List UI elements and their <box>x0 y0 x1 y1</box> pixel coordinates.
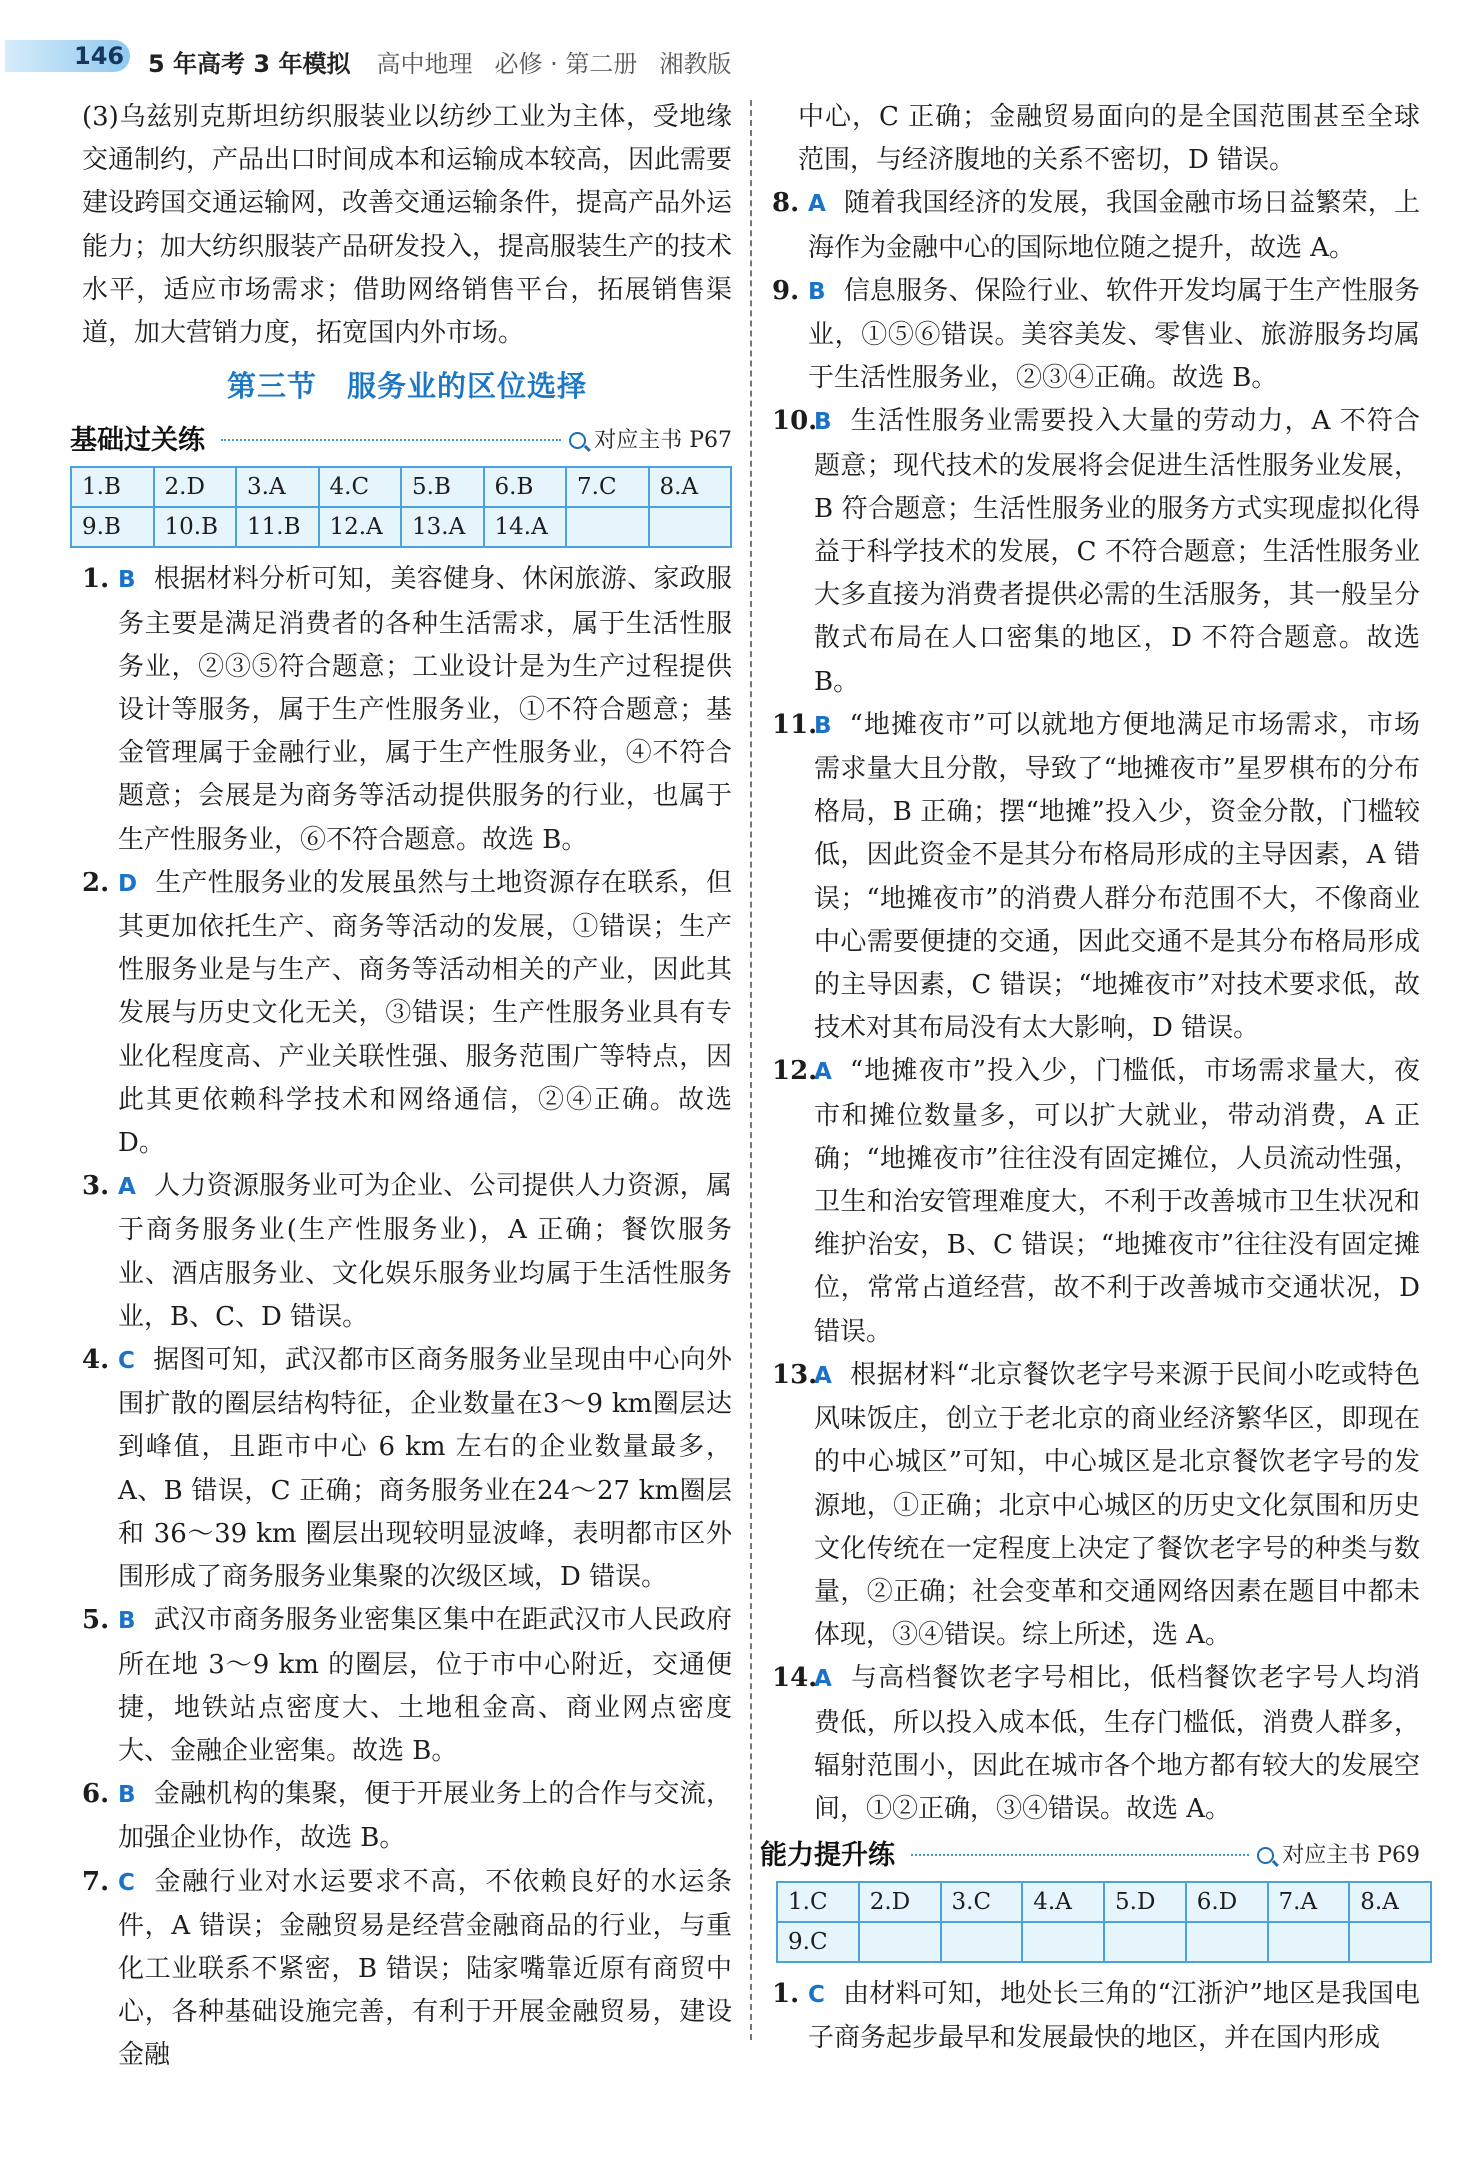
answer-cell: 7.C <box>566 467 649 507</box>
search-icon <box>1257 1847 1274 1864</box>
answer-cell: 2.D <box>154 467 237 507</box>
answer-cell: 6.B <box>484 467 567 507</box>
answer-cell: 5.B <box>401 467 484 507</box>
running-header <box>148 44 753 79</box>
basic-practice-header <box>70 420 732 460</box>
answer-cell: 4.C <box>319 467 402 507</box>
answer-cell: 3.A <box>236 467 319 507</box>
answer-item: 11. B “地摊夜市”可以就地方便地满足市场需求，市场需求量大且分散，导致了“地摊夜市”星罗棋布的分布格局，B 正确；摆“地摊”投入少，资金分散，门槛较低，因此资金不是其分布格局形成的主导因素，A 错误；“地摊夜市”的消费人群分布范围不大，不像商业中心需要便捷的交通，因此交通不是其分布格局形成的主导因素，C 错误；“地摊夜市”对技术要求低，故技术对其布局没有太大影响，D 错误。 <box>772 709 1420 1044</box>
subject: 高中地理 <box>376 50 473 78</box>
basic-practice-label: 基础过关练 <box>70 424 205 456</box>
search-icon <box>569 432 586 449</box>
answer-cell <box>1022 1922 1104 1962</box>
answer-cell: 7.A <box>1268 1882 1350 1922</box>
answer-letter: C <box>118 1869 135 1896</box>
answer-item: 1. B 根据材料分析可知，美容健身、休闲旅游、家政服务主要是满足消费者的各种生活需求，属于生活性服务业，②③⑤符合题意；工业设计是为生产过程提供设计等服务，属于生产性服务业，①不符合题意；基金管理属于金融行业，属于生产性服务业，④不符合题意；会展是为商务等活动提供服务的行业，也属于生产性服务业，⑥不符合题意。故选 B。 <box>82 564 732 855</box>
answer-cell: 3.C <box>941 1882 1023 1922</box>
answer-cell: 4.A <box>1022 1882 1104 1922</box>
answer-letter: B <box>814 712 832 739</box>
table-row <box>777 1882 1431 1922</box>
answer-cell: 2.D <box>859 1882 941 1922</box>
right-column <box>760 96 1420 2061</box>
answer-cell: 10.B <box>154 507 237 547</box>
table-row <box>777 1922 1431 1962</box>
edition: 湘教版 <box>659 50 732 78</box>
volume: 必修 · 第二册 <box>494 50 638 78</box>
answer-letter: D <box>118 870 138 897</box>
answer-cell: 6.D <box>1186 1882 1268 1922</box>
answer-item: 1. C 由材料可知，地处长三角的“江浙沪”地区是我国电子商务起步最早和发展最快的地区，并在国内形成 <box>772 1979 1420 2054</box>
answer-letter: C <box>808 1982 825 2009</box>
ability-practice-header <box>760 1835 1420 1875</box>
intro-paragraph: (3)乌兹别克斯坦纺织服装业以纺纱工业为主体，受地缘交通制约，产品出口时间成本和运输成本较高，因此需要建设跨国交通运输网，改善交通运输条件，提高产品外运能力；加大纺织服装产品研发投入，提高服装生产的技术水平，适应市场需求；借助网络销售平台，拓展销售渠道，加大营销力度，拓宽国内外市场。 <box>82 102 733 349</box>
basic-answer-table <box>70 466 732 548</box>
page-header <box>0 0 1476 110</box>
answer-cell: 9.C <box>777 1922 859 1962</box>
answer-letter: B <box>814 409 832 436</box>
answer-item: 2. D 生产性服务业的发展虽然与土地资源存在联系，但其更加依托生产、商务等活动的发展，①错误；生产性服务业是与生产、商务等活动相关的产业，因此其发展与历史文化无关，③错误；生产性服务业具有专业化程度高、产业关联性强、服务范围广等特点，因此其更依赖科学技术和网络通信，②④正确。故选 D。 <box>82 867 732 1159</box>
answer-item: 4. C 据图可知，武汉都市区商务服务业呈现由中心向外围扩散的圈层结构特征，企业数量在3～9 km圈层达到峰值，且距市中心 6 km 左右的企业数量最多，A、B 错误，C 正确；商务服务业在24～27 km圈层和 36～39 km 圈层出现较明显波峰，表明都市区外围形成了商务服务业集聚的次级区域，D 错误。 <box>82 1345 732 1593</box>
ability-answer-table <box>776 1881 1432 1963</box>
answer-letter: B <box>808 278 826 305</box>
answer-cell <box>649 507 732 547</box>
answer-item: 9. B 信息服务、保险行业、软件开发均属于生产性服务业，①⑤⑥错误。美容美发、零售业、旅游服务均属于生活性服务业，②③④正确。故选 B。 <box>772 275 1420 394</box>
answer-cell: 1.B <box>71 467 154 507</box>
answer-cell <box>1349 1922 1431 1962</box>
answer-item: 14. A 与高档餐饮老字号相比，低档餐饮老字号人均消费低，所以投入成本低，生存门槛低，消费人群多，辐射范围小，因此在城市各个地方都有较大的发展空间，①②正确，③④错误。故选 A。 <box>772 1663 1420 1824</box>
book-title: 5 年高考 3 年模拟 <box>148 50 351 78</box>
answer-letter: A <box>814 1362 832 1389</box>
page-footer <box>0 2100 1476 2158</box>
answer-item: 5. B 武汉市商务服务业密集区集中在距武汉市人民政府所在地 3～9 km 的圈层，位于市中心附近，交通便捷，地铁站点密度大、土地租金高、商业网点密度大、金融企业密集。故选 B。 <box>82 1605 732 1766</box>
basic-practice-ref: 对应主书 P67 <box>569 419 732 462</box>
column-divider <box>750 100 752 2040</box>
answer-item: 3. A 人力资源服务业可为企业、公司提供人力资源，属于商务服务业(生产性服务业)，A 正确；餐饮服务业、酒店服务业、文化娱乐服务业均属于生活性服务业，B、C、D 错误。 <box>82 1171 732 1332</box>
answer-letter: C <box>118 1348 135 1375</box>
table-row <box>71 467 731 507</box>
answer-cell: 9.B <box>71 507 154 547</box>
answer-item: 6. B 金融机构的集聚，便于开展业务上的合作与交流，加强企业协作，故选 B。 <box>82 1779 732 1854</box>
answer-cell <box>566 507 649 547</box>
answer-letter: A <box>814 1059 832 1086</box>
answer-letter: A <box>808 191 826 218</box>
answer-cell <box>859 1922 941 1962</box>
table-row <box>71 507 731 547</box>
answer-cell <box>941 1922 1023 1962</box>
answer-cell: 5.D <box>1104 1882 1186 1922</box>
answer-cell: 11.B <box>236 507 319 547</box>
answer-letter: A <box>814 1666 832 1693</box>
answer-cell: 1.C <box>777 1882 859 1922</box>
page-number: 146 <box>74 42 125 70</box>
dotted-rule <box>221 439 561 441</box>
answer-cell: 12.A <box>319 507 402 547</box>
answer-item: 10. B 生活性服务业需要投入大量的劳动力，A 不符合题意；现代技术的发展将会促进生活性服务业发展，B 符合题意；生活性服务业的服务方式实现虚拟化得益于科学技术的发展，C 不符合题意；生活性服务业大多直接为消费者提供必需的生活服务，其一般呈分散式布局在人口密集的地区，D 不符合题意。故选 B。 <box>772 406 1420 697</box>
answer-cell <box>1104 1922 1186 1962</box>
answer-item: 7. C 金融行业对水运要求不高，不依赖良好的水运条件，A 错误；金融贸易是经营金融商品的行业，与重化工业联系不紧密，B 错误；陆家嘴靠近原有商贸中心，各种基础设施完善，有利于开展金融贸易，建设金融 <box>82 1866 732 2071</box>
answer-letter: B <box>118 1782 136 1809</box>
continued-paragraph: 中心，C 正确；金融贸易面向的是全国范围甚至全球范围，与经济腹地的关系不密切，D 错误。 <box>798 102 1420 176</box>
answer-item: 13. A 根据材料“北京餐饮老字号来源于民间小吃或特色风味饭庄，创立于老北京的商业经济繁华区，即现在的中心城区”可知，中心城区是北京餐饮老字号的发源地，①正确；北京中心城区的历史文化氛围和历史文化传统在一定程度上决定了餐饮老字号的种类与数量，②正确；社会变革和交通网络因素在题目中都未体现，③④错误。综上所述，选 A。 <box>772 1359 1420 1651</box>
answer-cell: 13.A <box>401 507 484 547</box>
answer-cell: 14.A <box>484 507 567 547</box>
answer-cell <box>1268 1922 1350 1962</box>
section-title: 第三节 服务业的区位选择 <box>226 369 587 404</box>
answer-cell: 8.A <box>1349 1882 1431 1922</box>
answer-item: 12. A “地摊夜市”投入少，门槛低，市场需求量大，夜市和摊位数量多，可以扩大就业，带动消费，A 正确；“地摊夜市”往往没有固定摊位，人员流动性强，卫生和治安管理难度大，不利于改善城市卫生状况和维护治安，B、C 错误；“地摊夜市”往往没有固定摊位，常常占道经营，故不利于改善城市交通状况，D 错误。 <box>772 1056 1420 1347</box>
dotted-rule <box>911 1854 1249 1856</box>
answer-letter: A <box>118 1174 136 1201</box>
ability-practice-ref: 对应主书 P69 <box>1257 1834 1420 1877</box>
left-column <box>70 96 733 2078</box>
answer-item: 8. A 随着我国经济的发展，我国金融市场日益繁荣，上海作为金融中心的国际地位随之提升，故选 A。 <box>772 188 1420 263</box>
answer-letter: B <box>118 1608 136 1635</box>
answer-letter: B <box>118 567 136 594</box>
answer-cell: 8.A <box>649 467 732 507</box>
answer-cell <box>1186 1922 1268 1962</box>
ability-practice-label: 能力提升练 <box>760 1839 895 1871</box>
